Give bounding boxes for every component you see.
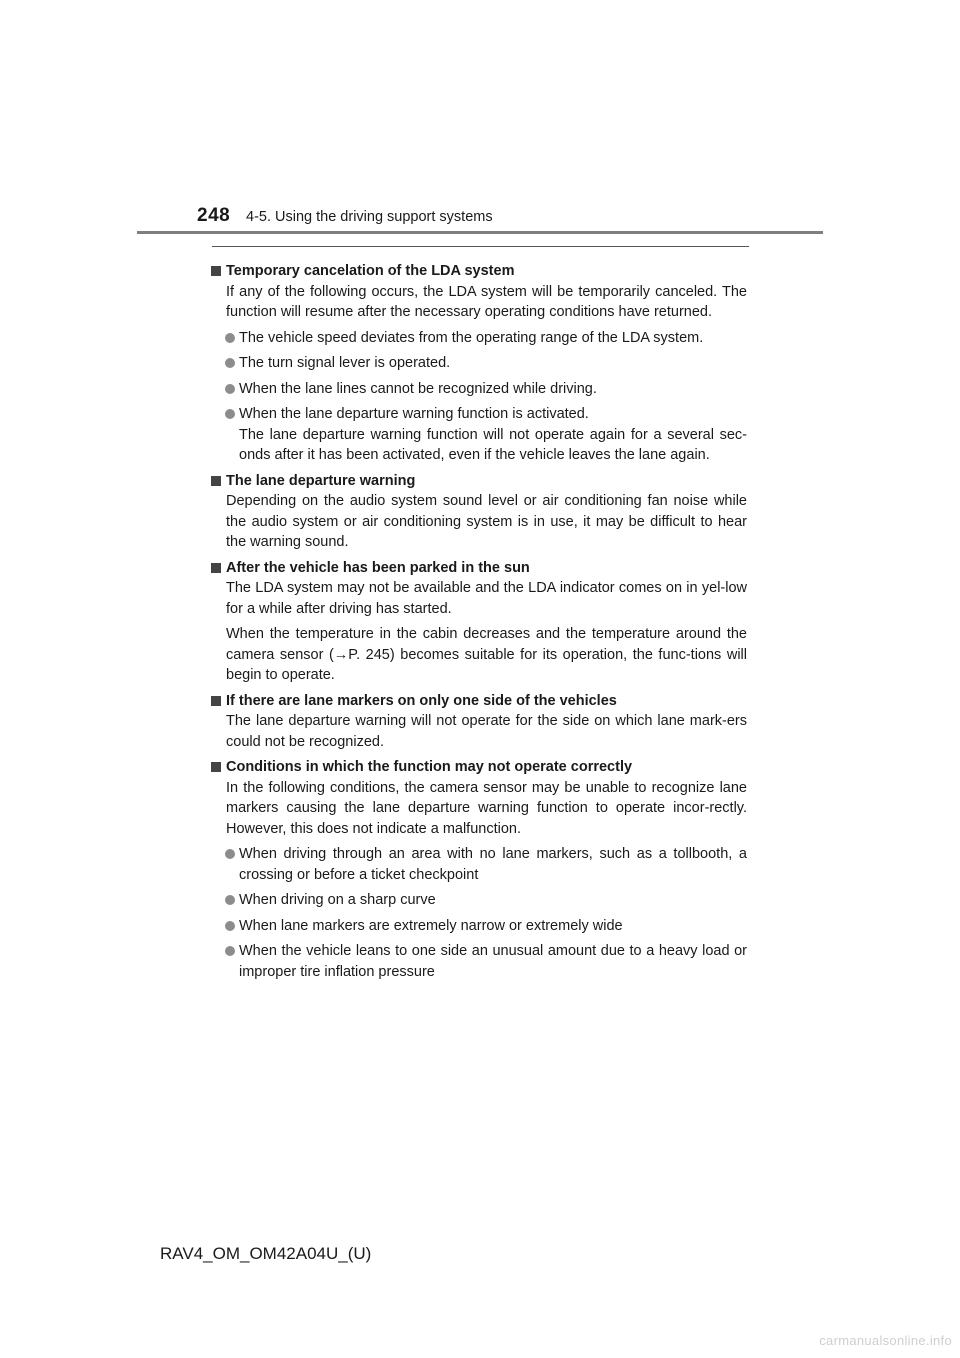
section-title: After the vehicle has been parked in the sun xyxy=(226,559,530,576)
circle-bullet-icon xyxy=(225,849,235,859)
square-bullet-icon xyxy=(211,266,221,276)
section-one-side-markers xyxy=(211,691,747,753)
section-label: 4-5. Using the driving support systems xyxy=(246,209,493,225)
section-body: The LDA system may not be available and the LDA indicator comes on in yel-low for a while after driving has started. xyxy=(226,580,747,617)
square-bullet-icon xyxy=(211,762,221,772)
list-item xyxy=(211,328,747,349)
section-conditions-not-operate xyxy=(211,757,747,982)
list-item xyxy=(211,379,747,400)
section-heading xyxy=(211,558,747,579)
list-item xyxy=(211,916,747,937)
section-title: If there are lane markers on only one side of the vehicles xyxy=(226,692,617,709)
list-item-text: When the vehicle leans to one side an unusual amount due to a heavy load or improper tire inflation pressure xyxy=(239,943,747,980)
square-bullet-icon xyxy=(211,476,221,486)
list-item xyxy=(211,844,747,885)
list-item xyxy=(211,404,747,466)
square-bullet-icon xyxy=(211,696,221,706)
section-heading xyxy=(211,757,747,778)
document-code: RAV4_OM_OM42A04U_(U) xyxy=(160,1244,372,1263)
circle-bullet-icon xyxy=(225,946,235,956)
section-body-continued: When the temperature in the cabin decreases and the temperature around the camera sensor (→P. 245) becomes suitable for its operation, the func-tions will begin to operate. xyxy=(226,626,747,683)
section-body: Depending on the audio system sound level or air conditioning fan noise while the audio system or air conditioning system is in use, it may be difficult to hear the warning sound. xyxy=(226,493,747,550)
list-item-text: When driving through an area with no lane markers, such as a tollbooth, a crossing or before a ticket checkpoint xyxy=(239,846,747,883)
section-title: Temporary cancelation of the LDA system xyxy=(226,263,515,279)
section-title: Conditions in which the function may not operate correctly xyxy=(226,759,633,775)
list-item-text: The vehicle speed deviates from the operating range of the LDA system. xyxy=(239,329,704,346)
section-lane-departure-warning xyxy=(211,471,747,553)
section-title: The lane departure warning xyxy=(226,472,416,489)
list-item xyxy=(211,353,747,374)
list-item-text: When driving on a sharp curve xyxy=(239,892,436,908)
page-number: 248 xyxy=(197,205,231,226)
circle-bullet-icon xyxy=(225,409,235,419)
section-parked-in-sun xyxy=(211,558,747,686)
square-bullet-icon xyxy=(211,563,221,573)
circle-bullet-icon xyxy=(225,333,235,343)
circle-bullet-icon xyxy=(225,895,235,905)
list-item-text: The turn signal lever is operated. xyxy=(239,355,451,371)
section-temporary-cancelation xyxy=(211,261,747,466)
list-item xyxy=(211,890,747,911)
watermark: carmanualsonline.info xyxy=(819,1333,952,1348)
circle-bullet-icon xyxy=(225,921,235,931)
content-body xyxy=(211,259,747,987)
list-item-text: When lane markers are extremely narrow or extremely wide xyxy=(239,917,623,934)
list-item-text: When the lane departure warning function is activated. xyxy=(239,406,589,422)
circle-bullet-icon xyxy=(225,358,235,368)
circle-bullet-icon xyxy=(225,384,235,394)
list-item-text: When the lane lines cannot be recognized while driving. xyxy=(239,380,597,397)
section-intro: If any of the following occurs, the LDA system will be temporarily canceled. The function will resume after the necessary operating conditions have returned. xyxy=(226,283,747,320)
list-item-note: The lane departure warning function will not operate again for a several sec-onds after it has been activated, even if the vehicle leaves the lane again. xyxy=(239,426,747,463)
content-rule xyxy=(212,246,749,247)
section-heading xyxy=(211,261,747,282)
section-heading xyxy=(211,471,747,492)
section-heading xyxy=(211,691,747,712)
section-body: The lane departure warning will not operate for the side on which lane mark-ers could not be recognized. xyxy=(226,713,747,750)
header-rule xyxy=(137,231,823,234)
section-intro: In the following conditions, the camera sensor may be unable to recognize lane markers causing the lane departure warning function to operate incor-rectly. However, this does not indicate a malfunction. xyxy=(226,779,747,837)
list-item xyxy=(211,941,747,982)
